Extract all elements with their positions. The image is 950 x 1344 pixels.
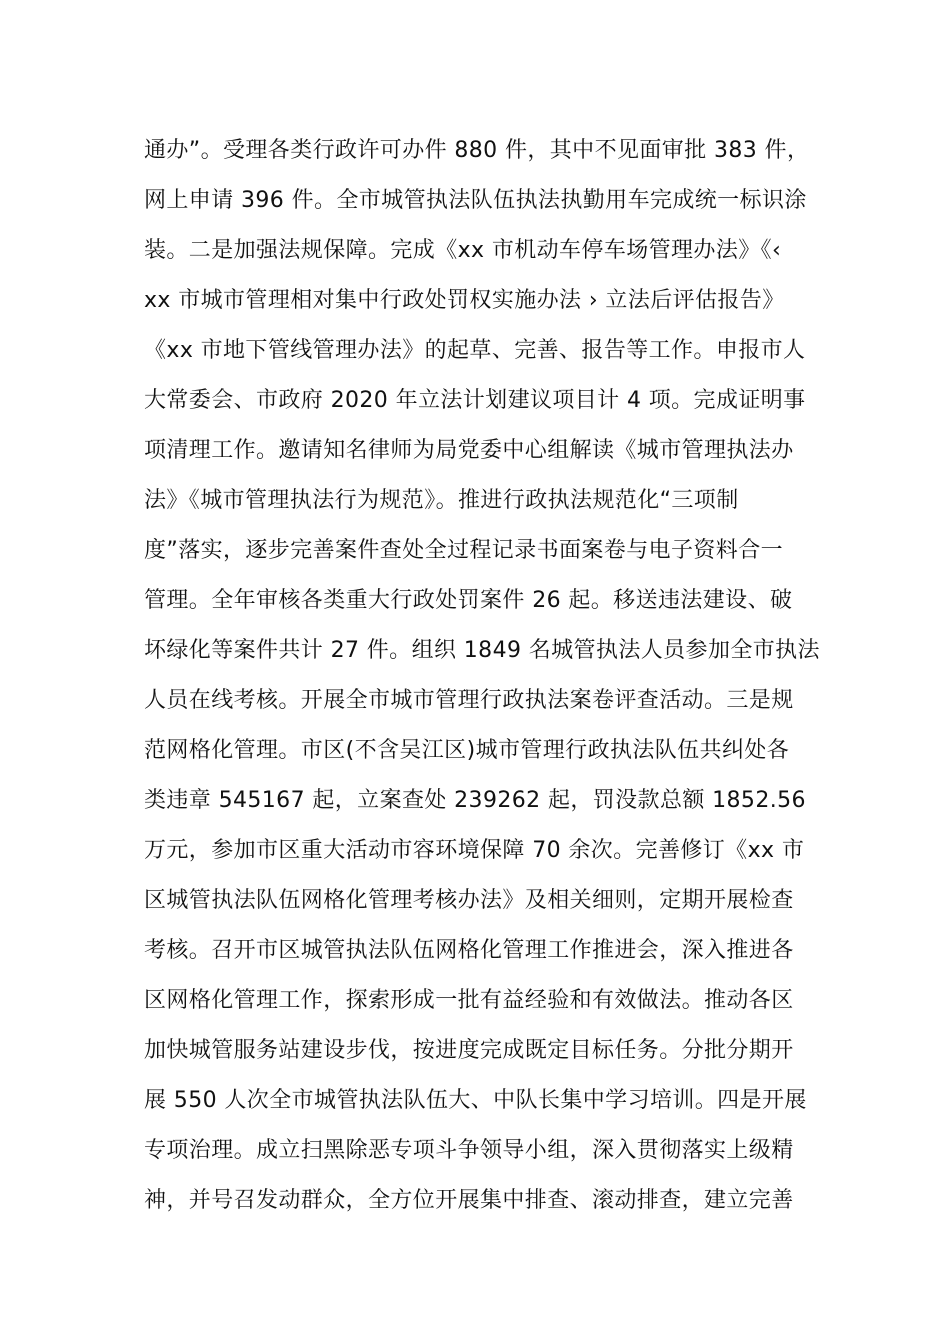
text-line: 《xx 市地下管线管理办法》的起草、完善、报告等工作。申报市人 xyxy=(144,338,806,363)
text-line: 装。二是加强法规保障。完成《xx 市机动车停车场管理办法》《‹ xyxy=(144,238,782,263)
text-line: 考核。召开市区城管执法队伍网格化管理工作推进会，深入推进各 xyxy=(144,938,794,963)
text-line: 法》《城市管理执法行为规范》。推进行政执法规范化“三项制 xyxy=(144,488,739,513)
text-line: 万元，参加市区重大活动市容环境保障 70 余次。完善修订《xx 市 xyxy=(144,838,805,863)
text-line: 坏绿化等案件共计 27 件。组织 1849 名城管执法人员参加全市执法 xyxy=(144,638,820,663)
text-line: 度”落实，逐步完善案件查处全过程记录书面案卷与电子资料合一 xyxy=(144,538,783,563)
text-line: 专项治理。成立扫黑除恶专项斗争领导小组，深入贯彻落实上级精 xyxy=(144,1138,794,1163)
text-line: 人员在线考核。开展全市城市管理行政执法案卷评查活动。三是规 xyxy=(144,688,794,713)
text-line: 范网格化管理。市区(不含吴江区)城市管理行政执法队伍共纠处各 xyxy=(144,738,790,763)
text-line: xx 市城市管理相对集中行政处罚权实施办法 › 立法后评估报告》 xyxy=(144,288,785,313)
text-line: 区城管执法队伍网格化管理考核办法》及相关细则，定期开展检查 xyxy=(144,888,794,913)
text-line: 项清理工作。邀请知名律师为局党委中心组解读《城市管理执法办 xyxy=(144,438,794,463)
text-line: 区网格化管理工作，探索形成一批有益经验和有效做法。推动各区 xyxy=(144,988,794,1013)
text-line: 管理。全年审核各类重大行政处罚案件 26 起。移送违法建设、破 xyxy=(144,588,793,613)
text-line: 加快城管服务站建设步伐，按进度完成既定目标任务。分批分期开 xyxy=(144,1038,794,1063)
text-line: 网上申请 396 件。全市城管执法队伍执法执勤用车完成统一标识涂 xyxy=(144,188,807,213)
text-line: 展 550 人次全市城管执法队伍大、中队长集中学习培训。四是开展 xyxy=(144,1088,807,1113)
text-line: 类违章 545167 起，立案查处 239262 起，罚没款总额 1852.56 xyxy=(144,788,806,813)
text-line: 大常委会、市政府 2020 年立法计划建议项目计 4 项。完成证明事 xyxy=(144,388,806,413)
text-line: 神，并号召发动群众，全方位开展集中排查、滚动排查，建立完善 xyxy=(144,1188,794,1213)
text-line: 通办”。受理各类行政许可办件 880 件，其中不见面审批 383 件， xyxy=(144,138,810,163)
body-text xyxy=(144,126,824,1226)
